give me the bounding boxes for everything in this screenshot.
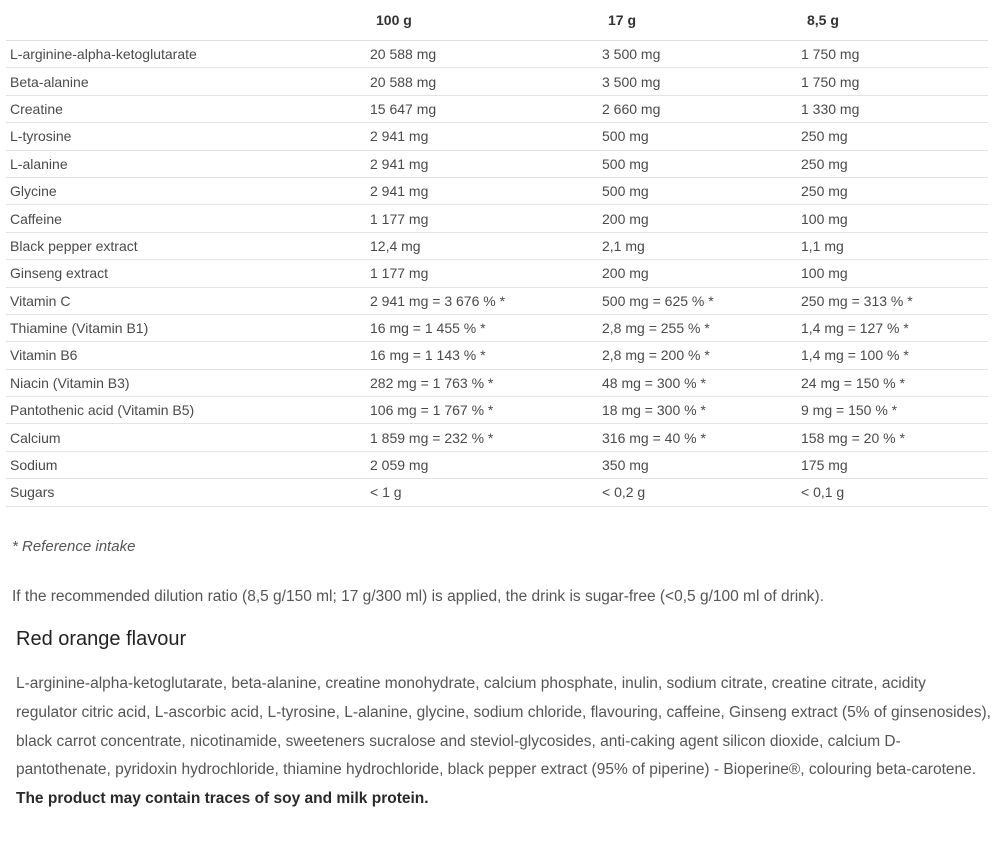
header-17g: 17 g (594, 0, 793, 41)
nutrient-name-cell: Sodium (6, 451, 362, 478)
nutrient-value-cell: 500 mg (594, 177, 793, 204)
dilution-note: If the recommended dilution ratio (8,5 g/150 ml; 17 g/300 ml) is applied, the drink is sugar-free (<0,5 g/100 ml of drink). (12, 588, 825, 605)
nutrient-value-cell: 1,1 mg (793, 232, 988, 259)
nutrient-value-cell: 200 mg (594, 260, 793, 287)
nutrient-value-cell: 1 177 mg (362, 205, 594, 232)
nutrient-value-cell: 200 mg (594, 205, 793, 232)
nutrient-name-cell: Calcium (6, 424, 362, 451)
nutrient-value-cell: < 1 g (362, 479, 594, 506)
table-row (6, 41, 988, 68)
nutrient-value-cell: 1 750 mg (793, 41, 988, 68)
nutrient-value-cell: 250 mg (793, 177, 988, 204)
nutrient-name-cell: Beta-alanine (6, 68, 362, 95)
nutrient-name-cell: Niacin (Vitamin B3) (6, 369, 362, 396)
table-row (6, 342, 988, 369)
nutrient-value-cell: 1 859 mg = 232 % * (362, 424, 594, 451)
table-row (6, 95, 988, 122)
nutrient-name-cell: Pantothenic acid (Vitamin B5) (6, 397, 362, 424)
header-100g: 100 g (362, 0, 594, 41)
nutrient-value-cell: 316 mg = 40 % * (594, 424, 793, 451)
nutrient-value-cell: < 0,2 g (594, 479, 793, 506)
table-row (6, 123, 988, 150)
table-row (6, 287, 988, 314)
nutrient-value-cell: 12,4 mg (362, 232, 594, 259)
nutrient-value-cell: 250 mg (793, 150, 988, 177)
table-row (6, 260, 988, 287)
table-row (6, 451, 988, 478)
nutrient-value-cell: 16 mg = 1 143 % * (362, 342, 594, 369)
table-row (6, 177, 988, 204)
reference-intake-note: * Reference intake (12, 538, 136, 555)
nutrient-value-cell: 20 588 mg (362, 41, 594, 68)
table-row (6, 232, 988, 259)
nutrient-value-cell: 175 mg (793, 451, 988, 478)
nutrient-value-cell: 2,8 mg = 255 % * (594, 314, 793, 341)
nutrient-value-cell: 500 mg (594, 123, 793, 150)
nutrient-name-cell: Sugars (6, 479, 362, 506)
nutrient-name-cell: Thiamine (Vitamin B1) (6, 314, 362, 341)
nutrient-value-cell: 1,4 mg = 127 % * (793, 314, 988, 341)
nutrient-value-cell: 2 941 mg (362, 123, 594, 150)
table-row (6, 205, 988, 232)
header-8-5g: 8,5 g (793, 0, 988, 41)
nutrient-value-cell: 250 mg = 313 % * (793, 287, 988, 314)
nutrient-value-cell: 3 500 mg (594, 68, 793, 95)
nutrient-name-cell: Creatine (6, 95, 362, 122)
nutrient-value-cell: 2 941 mg (362, 177, 594, 204)
nutrition-table (6, 0, 988, 507)
table-row (6, 314, 988, 341)
table-row (6, 397, 988, 424)
table-row (6, 150, 988, 177)
nutrient-value-cell: 9 mg = 150 % * (793, 397, 988, 424)
nutrient-value-cell: 158 mg = 20 % * (793, 424, 988, 451)
nutrient-value-cell: 100 mg (793, 205, 988, 232)
nutrient-value-cell: 2 660 mg (594, 95, 793, 122)
table-body (6, 41, 988, 507)
nutrient-value-cell: 2 059 mg (362, 451, 594, 478)
flavour-title: Red orange flavour (16, 628, 187, 650)
nutrient-name-cell: Black pepper extract (6, 232, 362, 259)
nutrient-value-cell: 250 mg (793, 123, 988, 150)
table-header-row (6, 0, 988, 41)
nutrient-value-cell: 1 177 mg (362, 260, 594, 287)
nutrient-name-cell: L-tyrosine (6, 123, 362, 150)
nutrient-value-cell: 16 mg = 1 455 % * (362, 314, 594, 341)
nutrient-value-cell: 1 750 mg (793, 68, 988, 95)
table-row (6, 424, 988, 451)
header-nutrient (6, 0, 362, 41)
nutrient-name-cell: Caffeine (6, 205, 362, 232)
nutrient-value-cell: 100 mg (793, 260, 988, 287)
nutrient-value-cell: 1,4 mg = 100 % * (793, 342, 988, 369)
nutrient-name-cell: Vitamin B6 (6, 342, 362, 369)
nutrient-value-cell: 500 mg (594, 150, 793, 177)
nutrient-value-cell: 24 mg = 150 % * (793, 369, 988, 396)
nutrient-name-cell: Vitamin C (6, 287, 362, 314)
allergen-warning: The product may contain traces of soy and milk protein. (16, 790, 429, 808)
nutrient-value-cell: 48 mg = 300 % * (594, 369, 793, 396)
nutrient-value-cell: 350 mg (594, 451, 793, 478)
nutrient-value-cell: 18 mg = 300 % * (594, 397, 793, 424)
nutrient-value-cell: 3 500 mg (594, 41, 793, 68)
table-row (6, 479, 988, 506)
nutrient-value-cell: 2 941 mg (362, 150, 594, 177)
table-row (6, 68, 988, 95)
nutrient-value-cell: 282 mg = 1 763 % * (362, 369, 594, 396)
ingredients-list (16, 670, 991, 814)
nutrient-value-cell: 2,8 mg = 200 % * (594, 342, 793, 369)
nutrient-name-cell: Ginseng extract (6, 260, 362, 287)
ingredients-text: L-arginine-alpha-ketoglutarate, beta-alanine, creatine monohydrate, calcium phosphate, inulin, sodium citrate, creatine citrate, acidity regulator citric acid, L-ascorbic acid, L-tyrosine, L-alanine, glycine, sodium chloride, flavouring, caffeine, Ginseng extract (5% of ginsenosides), black carrot concentrate, nicotinamide, sweeteners sucralose and steviol-glycosides, anti-caking agent silicon dioxide, calcium D-pantothenate, pyridoxin hydrochloride, thiamine hydrochloride, black pepper extract (95% of piperine) - Bioperine®, colouring beta-carotene. (16, 675, 991, 779)
nutrient-name-cell: Glycine (6, 177, 362, 204)
nutrient-value-cell: 2 941 mg = 3 676 % * (362, 287, 594, 314)
nutrient-name-cell: L-arginine-alpha-ketoglutarate (6, 41, 362, 68)
nutrient-value-cell: < 0,1 g (793, 479, 988, 506)
table-row (6, 369, 988, 396)
nutrient-value-cell: 1 330 mg (793, 95, 988, 122)
nutrient-value-cell: 2,1 mg (594, 232, 793, 259)
nutrient-name-cell: L-alanine (6, 150, 362, 177)
nutrient-value-cell: 20 588 mg (362, 68, 594, 95)
nutrient-value-cell: 15 647 mg (362, 95, 594, 122)
nutrient-value-cell: 500 mg = 625 % * (594, 287, 793, 314)
nutrient-value-cell: 106 mg = 1 767 % * (362, 397, 594, 424)
